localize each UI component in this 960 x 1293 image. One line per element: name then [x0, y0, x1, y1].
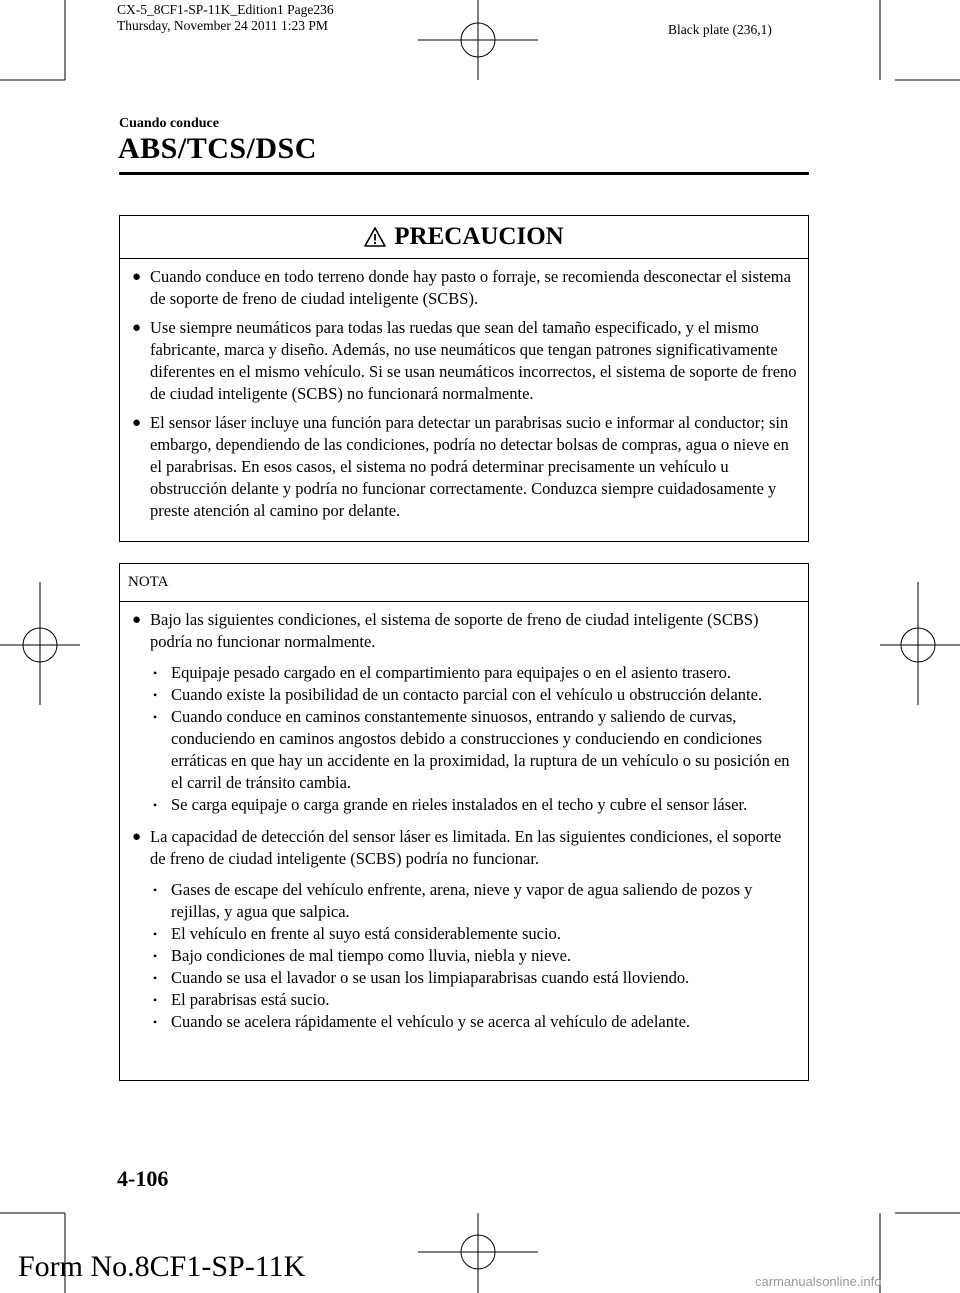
bullet-icon: ●: [132, 829, 142, 845]
nota-subitem: [150, 706, 800, 794]
caution-item: [130, 317, 800, 405]
sub-bullet-icon: •: [153, 927, 158, 941]
nota-list: [120, 602, 808, 1033]
caution-box: [119, 215, 809, 542]
nota-subitem: [150, 923, 800, 945]
nota-subitem-text: Cuando se usa el lavador o se usan los limpiaparabrisas cuando está lloviendo.: [171, 968, 690, 987]
sub-bullet-icon: •: [153, 798, 158, 812]
page-title: ABS/TCS/DSC: [118, 132, 317, 165]
nota-subitem-text: Se carga equipaje o carga grande en rieles instalados en el techo y cubre el sensor láser.: [171, 795, 748, 814]
nota-subitem: [150, 1011, 800, 1033]
plate-label: Black plate (236,1): [668, 22, 772, 37]
nota-sublist: [150, 879, 800, 1033]
nota-box: [119, 563, 809, 1081]
print-file-line: CX-5_8CF1-SP-11K_Edition1 Page236: [117, 2, 334, 17]
title-rule: [119, 172, 809, 175]
caution-title: PRECAUCION: [394, 223, 564, 250]
section-label: Cuando conduce: [119, 116, 219, 131]
watermark: carmanualsonline.info: [755, 1274, 882, 1289]
nota-subitem-text: Bajo condiciones de mal tiempo como lluvia, niebla y nieve.: [171, 946, 572, 965]
nota-subitem: [150, 945, 800, 967]
nota-item-text: Bajo las siguientes condiciones, el sistema de soporte de freno de ciudad inteligente (SCBS) podría no funcionar normalmente.: [150, 610, 759, 651]
print-date-line: Thursday, November 24 2011 1:23 PM: [117, 18, 328, 33]
nota-subitem: [150, 989, 800, 1011]
sub-bullet-icon: •: [153, 993, 158, 1007]
print-header: [117, 2, 334, 34]
sub-bullet-icon: •: [153, 1015, 158, 1029]
nota-subitem-text: Gases de escape del vehículo enfrente, arena, nieve y vapor de agua saliendo de pozos y rejillas, y agua que salpica.: [171, 880, 753, 921]
bullet-icon: ●: [132, 269, 142, 285]
sub-bullet-icon: •: [153, 949, 158, 963]
nota-subitem-text: El parabrisas está sucio.: [171, 990, 330, 1009]
nota-subitem-text: El vehículo en frente al suyo está considerablemente sucio.: [171, 924, 561, 943]
bullet-icon: ●: [132, 415, 142, 431]
sub-bullet-icon: •: [153, 710, 158, 724]
form-number: Form No.8CF1-SP-11K: [18, 1250, 306, 1283]
caution-item-text: El sensor láser incluye una función para detectar un parabrisas sucio e informar al conductor; sin embargo, dependiendo de las condiciones, podría no detectar bolsas de compras, agua o nieve en el parabrisas. En esos casos, el sistema no podrá determinar precisamente un vehículo u obstrucción delante y podría no funcionar correctamente. Conduzca siempre cuidadosamente y preste atención al camino por delante.: [150, 413, 789, 520]
nota-subitem: [150, 967, 800, 989]
nota-subitem-text: Cuando conduce en caminos constantemente sinuosos, entrando y saliendo de curvas, conduciendo en caminos angostos debido a construcciones y conduciendo en condiciones erráticas en que hay un accidente en la proximidad, la ruptura de un vehículo o su posición en el carril de tránsito cambia.: [171, 707, 790, 792]
nota-item-text: La capacidad de detección del sensor láser es limitada. En las siguientes condiciones, el soporte de freno de ciudad inteligente (SCBS) podría no funcionar.: [150, 827, 782, 868]
nota-item: [130, 826, 800, 1033]
nota-title: NOTA: [128, 574, 169, 590]
nota-subitem-text: Cuando se acelera rápidamente el vehículo y se acerca al vehículo de adelante.: [171, 1012, 691, 1031]
nota-header: [120, 564, 808, 602]
nota-subitem-text: Cuando existe la posibilidad de un contacto parcial con el vehículo u obstrucción delante.: [171, 685, 763, 704]
nota-item: [130, 609, 800, 816]
sub-bullet-icon: •: [153, 688, 158, 702]
nota-subitem: [150, 879, 800, 923]
sub-bullet-icon: •: [153, 883, 158, 897]
page-number: 4-106: [117, 1166, 169, 1191]
nota-subitem: [150, 662, 800, 684]
warning-triangle-icon: [364, 227, 386, 247]
sub-bullet-icon: •: [153, 971, 158, 985]
nota-subitem: [150, 684, 800, 706]
caution-item: [130, 412, 800, 522]
caution-item: [130, 266, 800, 310]
nota-subitem-text: Equipaje pesado cargado en el compartimiento para equipajes o en el asiento trasero.: [171, 663, 732, 682]
bullet-icon: ●: [132, 320, 142, 336]
caution-header: [120, 216, 808, 259]
caution-list: [120, 259, 808, 522]
caution-item-text: Use siempre neumáticos para todas las ruedas que sean del tamaño especificado, y el mismo fabricante, marca y diseño. Además, no use neumáticos que tengan patrones significativamente diferentes en el mismo vehículo. Si se usan neumáticos incorrectos, el sistema de soporte de freno de ciudad inteligente (SCBS) no funcionará normalmente.: [150, 318, 797, 403]
sub-bullet-icon: •: [153, 666, 158, 680]
nota-sublist: [150, 662, 800, 816]
nota-subitem: [150, 794, 800, 816]
caution-item-text: Cuando conduce en todo terreno donde hay pasto o forraje, se recomienda desconectar el sistema de soporte de freno de ciudad inteligente (SCBS).: [150, 267, 791, 308]
bullet-icon: ●: [132, 612, 142, 628]
